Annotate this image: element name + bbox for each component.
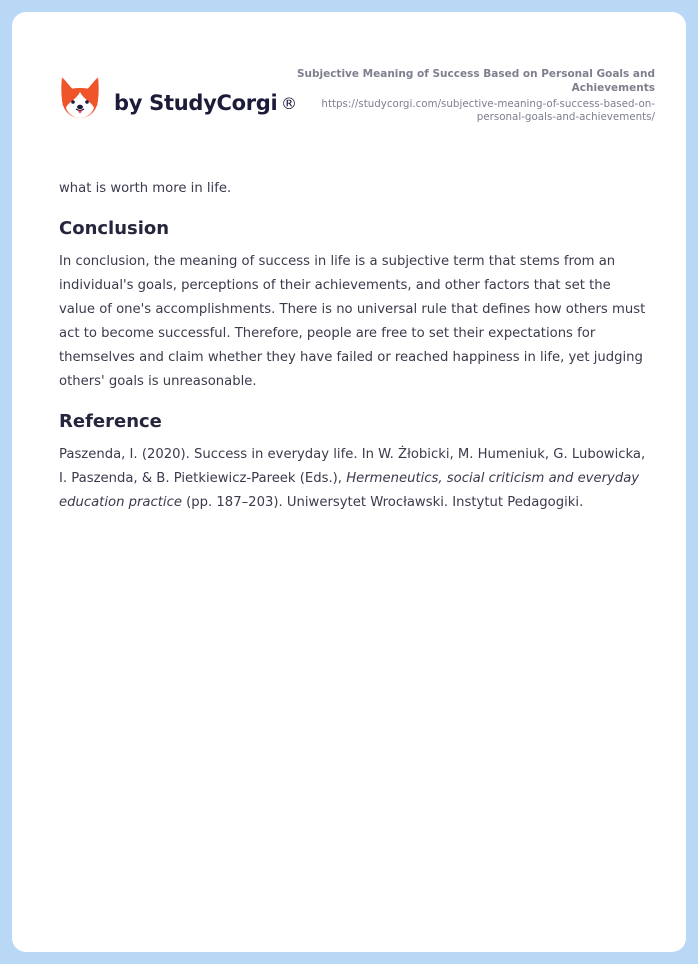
reference-entry [59, 443, 649, 515]
document-card [12, 12, 686, 952]
document-url[interactable]: https://studycorgi.com/subjective-meaning-of-success-based-on-personal-goals-and-achievements/ [321, 98, 655, 123]
document-title: Subjective Meaning of Success Based on Personal Goals and Achievements [296, 68, 655, 94]
document-meta [295, 67, 655, 124]
section-heading-reference: Reference [59, 411, 162, 432]
registered-mark: ® [281, 94, 297, 113]
brand-name: by StudyCorgi [114, 91, 278, 115]
page-header [12, 12, 686, 162]
reference-book-title: Hermeneutics, social criticism and everyday education practice [59, 471, 640, 510]
reference-authors-text: Paszenda, I. (2020). Success in everyday life. In W. Żłobicki, M. Humeniuk, G. Lubowicka, I. Paszenda, & B. Pietkiewicz-Pareek (Eds.), [59, 447, 646, 486]
conclusion-paragraph: In conclusion, the meaning of success in life is a subjective term that stems from an individual's goals, perceptions of their achievements, and other factors that set the value of one's accomplishments. There is no universal rule that defines how others must act to become successful. Therefore, people are free to set their expectations for themselves and claim whether they have failed or reached happiness in life, yet judging others' goals is unreasonable. [59, 254, 646, 389]
studycorgi-logo[interactable] [60, 76, 297, 122]
reference-publisher-text: (pp. 187–203). Uniwersytet Wrocławski. Instytut Pedagogiki. [181, 495, 584, 510]
section-heading-conclusion: Conclusion [59, 218, 170, 239]
document-body [59, 177, 649, 515]
intro-fragment: what is worth more in life. [59, 181, 232, 196]
corgi-logo-icon [60, 76, 100, 122]
